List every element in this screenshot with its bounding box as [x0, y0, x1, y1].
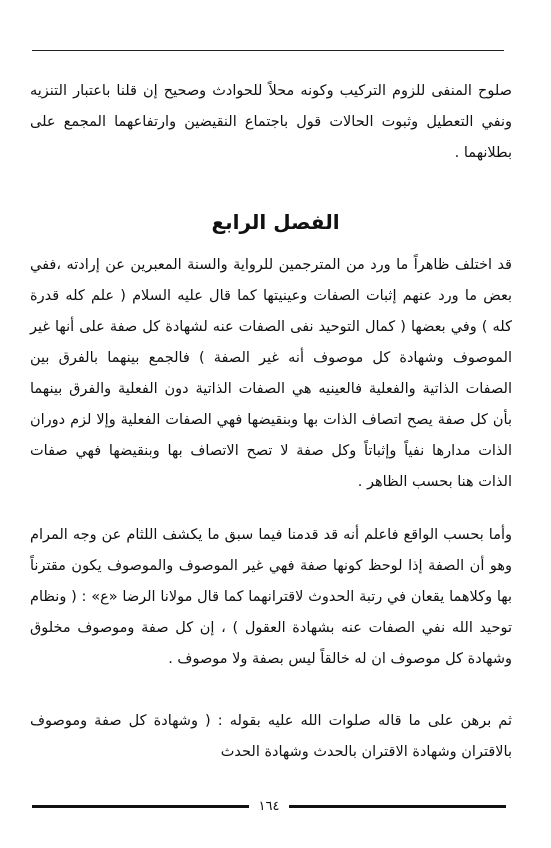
paragraph-intro: قد اختلف ظاهراً ما ورد من المترجمين للرواية والسنة المعبرين عن إرادته ،ففي بعض ما ورد عنهم إثبات الصفات وعينيتها كما قال عليه السلام ( علم كله قدرة كله ) وفي بعضها ( كمال التوحيد نفى الصفات عنه لشهادة كل صفة على أنها غير الموصوف وشهادة كل موصوف أنه غير الصفة ) فالجمع بينهما بالفرق بين الصفات الذاتية والفعلية فالعينيه هي الصفات الذاتية دون الفعلية والفرق بينهما بأن كل صفة يصح اتصاف الذات بها وبنقيضها فهي الصفات الفعلية وإلا لزم دوران الذات مدارها نفياً وإثباتاً وكل صفة لا تصح الاتصاف بها وبنقيضها فهي صفات الذات هنا بحسب الظاهر . [30, 257, 512, 490]
paragraph-continuation: صلوح المنفى للزوم التركيب وكونه محلاً للحوادث وصحيح إن قلنا باعتبار التنزيه ونفي التعطيل وثبوت الحالات قول باجتماع النقيضين وارتفاعهما المجمع على بطلانهما . [30, 83, 512, 161]
chapter-heading: الفصل الرابع [211, 210, 340, 234]
paragraph-proof: ثم برهن على ما قاله صلوات الله عليه بقوله : ( وشهادة كل صفة وموصوف بالاقتران وشهادة الاقتران بالحدث وشهادة الحدث [30, 713, 512, 760]
top-divider [32, 50, 504, 51]
paragraph-reality: وأما بحسب الواقع فاعلم أنه قد قدمنا فيما سبق ما يكشف اللثام عن وجه المرام وهو أن الصفة إذا لوحظ كونها صفة فهي غير الموصوف والموصوف يكون مقترناً بها وكلاهما يقعان في رتبة الحدوث لاقترانهما كما قال مولانا الرضا «ع» : ( ونظام توحيد الله نفي الصفات عنه بشهادة العقول ) ، إن كل صفة وموصوف مخلوق وشهادة كل موصوف ان له خالقاً ليس بصفة ولا موصوف . [30, 527, 512, 667]
footer-line-left [32, 805, 249, 808]
page-number: ١٦٤ [258, 799, 280, 814]
footer-line-right [289, 805, 506, 808]
page-footer [32, 799, 506, 814]
